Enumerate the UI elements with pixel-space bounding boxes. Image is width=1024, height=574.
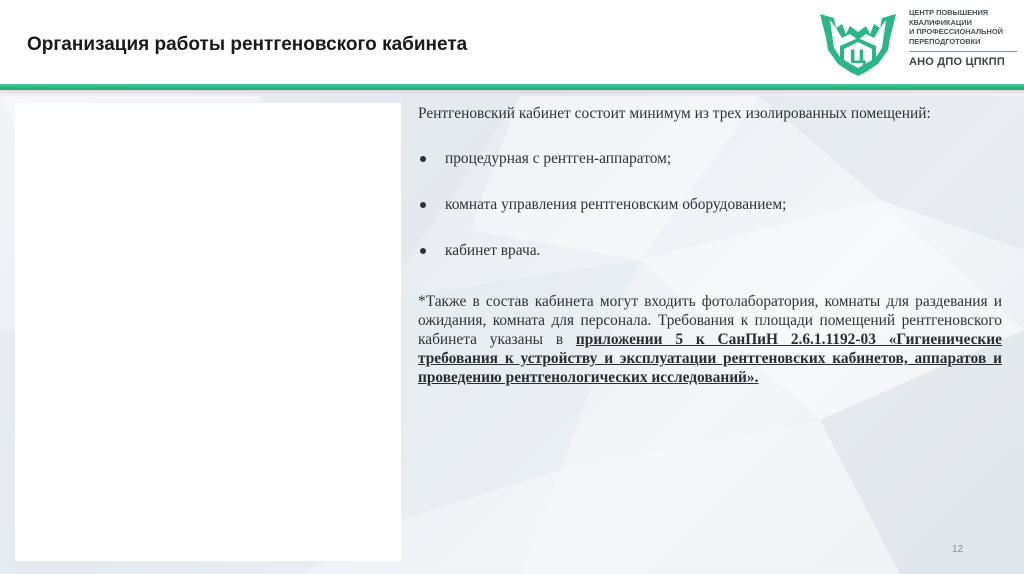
logo-line: ПЕРЕПОДГОТОВКИ [909, 36, 981, 46]
image-placeholder [15, 103, 401, 561]
list-item [418, 149, 1002, 168]
list-item [418, 241, 1002, 260]
slide-content [418, 104, 1002, 387]
rooms-list [418, 149, 1002, 260]
organization-logo [909, 8, 1021, 68]
note-paragraph [418, 292, 1002, 387]
organization-emblem-icon [816, 4, 900, 80]
list-item-text: комната управления рентгеновским оборудованием; [445, 196, 787, 213]
logo-line: И ПРОФЕССИОНАЛЬНОЙ [909, 27, 1003, 37]
slide-title: Организация работы рентгеновского кабинета [27, 34, 468, 55]
header-rule-shadow [0, 90, 1024, 96]
emblem-letter: Ц [849, 46, 867, 68]
note-text: *Также в состав кабинета могут входить фотолаборатория, комнаты для раздевания и ожидания, комната для персонала. Требования к площади помещений рентгеновского кабинета указаны в [418, 293, 1002, 348]
list-item-text: кабинет врача. [445, 242, 541, 259]
bullet-icon [420, 156, 426, 162]
logo-organization-name: АНО ДПО ЦПКПП [909, 56, 1005, 69]
bullet-icon [420, 202, 426, 208]
list-item [418, 195, 1002, 214]
logo-divider [909, 51, 1017, 52]
sanpin-reference-link[interactable]: приложении 5 к СанПиН 2.6.1.1192-03 «Гигиенические требования к устройству и эксплуатации рентгеновских кабинетов, аппаратов и проведению рентгенологических исследований». [418, 331, 1002, 386]
logo-line: ЦЕНТР ПОВЫШЕНИЯ [909, 8, 989, 17]
intro-text: Рентгеновский кабинет состоит минимум из трех изолированных помещений: [418, 105, 931, 122]
list-item-text: процедурная с рентген-аппаратом; [445, 150, 672, 167]
logo-line: КВАЛИФИКАЦИИ [909, 17, 972, 27]
page-number: 12 [952, 544, 964, 555]
bullet-icon [420, 248, 426, 254]
